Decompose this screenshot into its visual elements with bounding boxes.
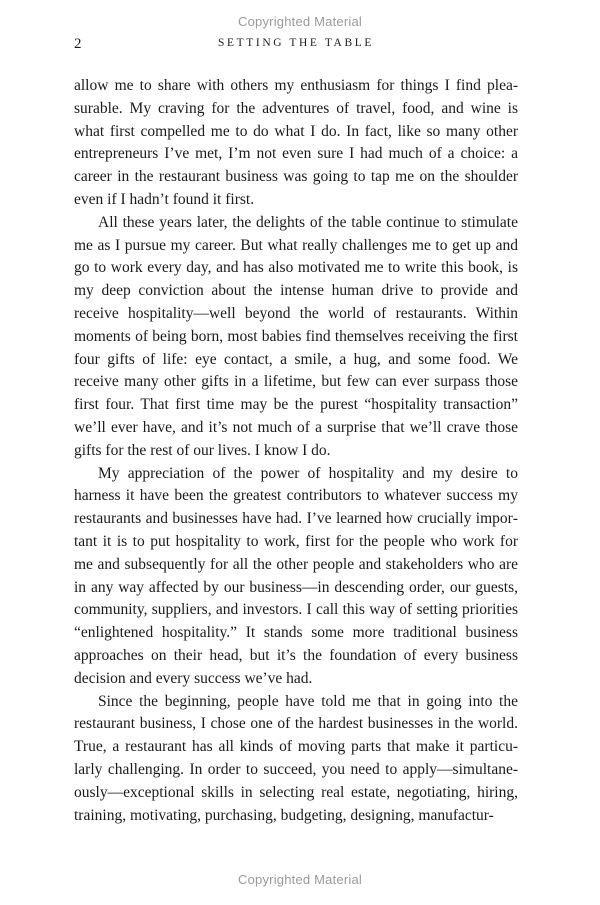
copyright-watermark-top: Copyrighted Material bbox=[238, 14, 362, 29]
paragraph-4: Since the beginning, people have told me that in going into the restaurant business, I chose one of the hardest businesses in the world. True, a restaurant has all kinds of moving parts that make it particularly challenging. In order to succeed, you need to apply—simultaneously—exceptional skills in selecting real estate, negotiating, hiring, training, motivating, purchasing, budgeting, designing, manufactur- bbox=[74, 692, 518, 824]
paragraph-1: allow me to share with others my enthusiasm for things I find pleasurable. My craving for the adventures of travel, food, and wine is what first compelled me to do what I do. In fact, like so many other entrepreneurs I’ve met, I’m not even sure I had much of a choice: a career in the restaurant business was going to tap me on the shoulder even if I hadn’t found it first. bbox=[74, 77, 518, 208]
copyright-watermark-bottom: Copyrighted Material bbox=[238, 872, 362, 887]
paragraph-3: My appreciation of the power of hospitality and my desire to harness it have been the greatest contributors to whatever success my restaurants and businesses have had. I’ve learned how crucially important it is to put hospitality to work, first for the people who work for me and subsequently for all the other people and stakeholders who are in any way affected by our business—in descending order, our guests, community, suppliers, and investors. I call this way of setting priorities “enlightened hospitality.” It stands some more traditional business approaches on their head, but it’s the foundation of every business decision and every success we’ve had. bbox=[74, 464, 518, 687]
page-number: 2 bbox=[74, 36, 82, 52]
body-text bbox=[74, 75, 518, 827]
running-head bbox=[74, 36, 518, 52]
running-title: SETTING THE TABLE bbox=[218, 37, 374, 49]
paragraph-2: All these years later, the delights of the table continue to stimulate me as I pursue my career. But what really challenges me to get up and go to work every day, and has also motivated me to write this book, is my deep conviction about the intense human drive to provide and receive hospitality—well beyond the world of restaurants. Within moments of being born, most babies find themselves receiving the first four gifts of life: eye contact, a smile, a hug, and some food. We receive many other gifts in a lifetime, but few can ever surpass those first four. That first time may be the purest “hospitality transaction” we’ll ever have, and it’s not much of a surprise that we’ll crave those gifts for the rest of our lives. I know I do. bbox=[74, 213, 518, 459]
